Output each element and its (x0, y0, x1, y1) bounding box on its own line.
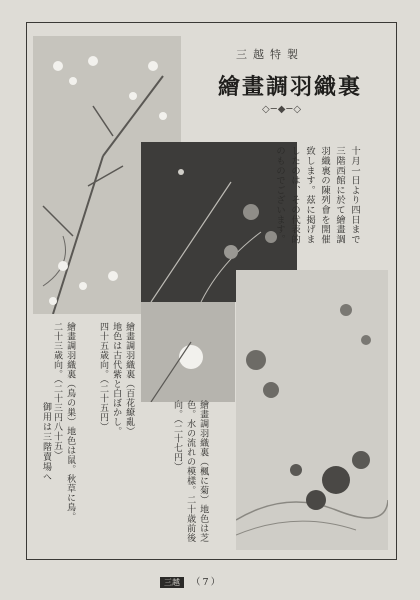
title-ornament: ◇─◆─◇ (262, 104, 303, 115)
caption-1: 繪畫調羽織裏（百花繚亂）地色は古代紫と白ぼかし。四十五歳向。（二十五円） (98, 322, 135, 436)
caption-3: 繪畫調羽織裏（楓に菊）地色は芝色。水の流れの模樣。二十歳前後向。（二十七円） (172, 400, 209, 543)
sales-note: 御用は三階賣場へ (41, 402, 51, 482)
brand-badge: 三越 (160, 577, 184, 588)
white-flower-illustration (141, 302, 235, 402)
brand-subtitle: 三越特製 (236, 48, 304, 61)
caption-2: 繪畫調羽織裏（鳥の巣）地色は鼠。秋草に鳥。二十三歳向。（二十三円八十五） (52, 322, 76, 522)
page-number: （7） (191, 577, 223, 588)
page-title: 繪畫調羽織裏 (218, 74, 363, 100)
painting-maple-chrysanthemum (236, 270, 388, 550)
painting-grey-flowers (141, 302, 235, 402)
page-footer (160, 574, 222, 588)
maple-chrysanthemum-illustration (236, 270, 388, 550)
intro-paragraph: 十月一日より四日まで三階西館に於て繪畫調羽織裏の陳列會を開催致します。茲に掲げましたのは、その代表的のものでございます。 (274, 146, 360, 244)
